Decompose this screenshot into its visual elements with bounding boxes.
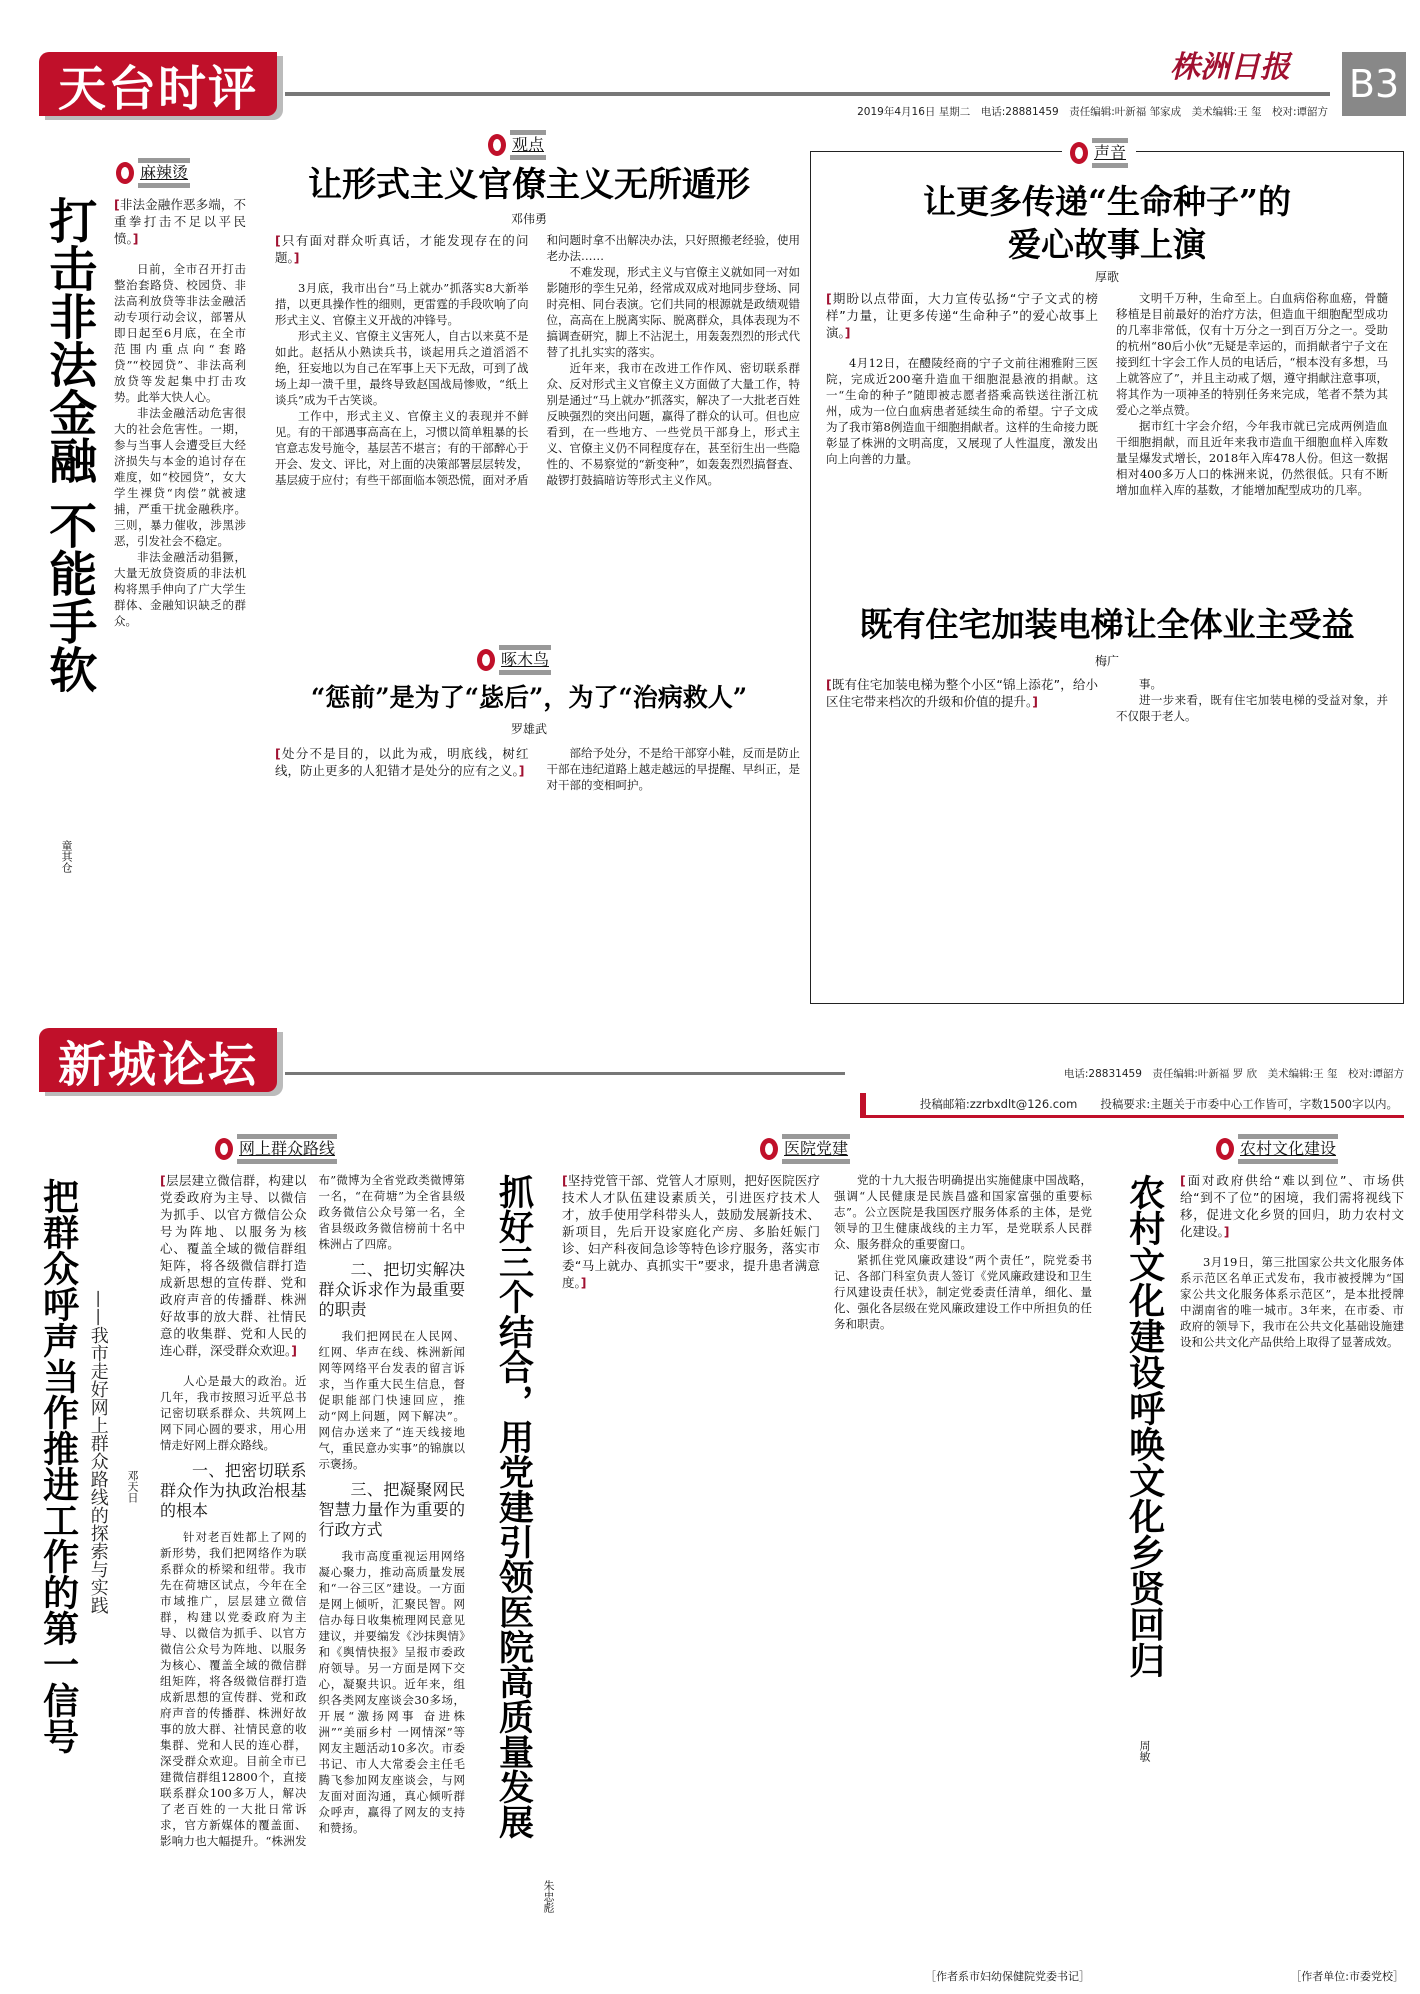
article-title: 打击非法金融 不能手软: [40, 196, 97, 693]
paragraph: 部给予处分，不是给干部穿小鞋，反而是防止干部在违纪道路上越走越远的早提醒、早纠正，是对干部的变相呵护。: [546, 746, 800, 792]
paragraph: 3月19日，第三批国家公共文化服务体系示范区名单正式发布，我市被授牌为“国家公共文化服务体系示范区”，是本批授牌中湖南省的唯一城市。3年来，在市委、市政府的领导下，我市在公共文化基础设施建设和公共文化产品供给上取得了显著成效。: [1180, 1255, 1404, 1349]
article-title: 让形式主义官僚主义无所遁形: [308, 165, 750, 205]
tag-ring-icon: [760, 1138, 778, 1160]
article-lead: [只有面对群众听真话，才能发现存在的问题。]: [275, 233, 529, 265]
article-lead: [非法金融作恶多端，不重拳打击不足以平民愤。]: [114, 197, 246, 246]
paragraph: 4月12日，在醴陵经商的宁子文前往湘雅附三医院，完成近200毫升造血干细胞混悬液的捐献。这一“生命的种子”随即被志愿者搭乘高铁送往浙江杭州，成为一位白血病患者延续生命的希望。宁子文成为了我市第8例造血干细胞捐献者。这样的生命接力既彰显了株洲的文明高度，又展现了人性温度，激发出向上向善的力量。: [826, 356, 1098, 466]
paragraph: 近年来，我市在改进工作作风、密切联系群众、反对形式主义官僚主义方面做了大量工作，特别是通过“马上就办”抓落实，解决了一大批老百姓反映强烈的突出问题，赢得了群众的认可。但也应看到，在一些地方、一些党员干部身上，形式主义、官僚主义仍不同程度存在，甚至衍生出一些隐性的、不易察觉的“新变种”，如轰轰烈烈搞督查、敲锣打鼓搞暗访等形式主义作风。: [546, 361, 800, 487]
header-rule: [285, 92, 1330, 96]
article-lead: [层层建立微信群，构建以党委政府为主导、以微信为抓手、以官方微信公众号为阵地、以服务为核心、覆盖全域的微信群组矩阵，将各级微信群打造成新思想的宣传群、党和政府声音的传播群、株洲好故事的放大群、社情民意的收集群、党和人民的连心群，深受群众欢迎。]: [160, 1173, 307, 1358]
column-tag: [760, 1134, 850, 1164]
article-author: 邓伟勇: [510, 212, 547, 226]
column-tag: [488, 130, 546, 160]
paragraph: 我们把网民在人民网、红网、华声在线、株洲新闻网等网络平台发表的留言诉求，当作重大民生信息，督促职能部门快速回应，推动“网上问题，网下解决”。网信办送来了“连天线接地气，重民意办实事”的锦旗以示褒扬。: [318, 1329, 465, 1471]
tag-ring-icon: [1216, 1138, 1234, 1160]
article-title: 把群众呼声当作推进工作的第一信号: [37, 1178, 79, 1754]
paragraph: 形式主义、官僚主义害死人，自古以来莫不是如此。赵括从小熟读兵书，谈起用兵之道滔滔不绝，狂妄地以为自己在军事上天下无敌，可到了战场上却一溃千里，最终导致赵国战局惨败，“纸上谈兵”成为千古笑谈。: [275, 329, 529, 407]
article-title: 农村文化建设呼唤文化乡贤回归: [1123, 1174, 1165, 1678]
tag-label: 声音: [1092, 138, 1128, 168]
column-tag: [1216, 1134, 1338, 1164]
header-rule: [285, 1072, 845, 1075]
article-author: 梅广: [1094, 654, 1119, 668]
author-note: ［作者单位:市委党校］: [1290, 1970, 1404, 1983]
paragraph: 事。: [1139, 677, 1162, 691]
submission-info: 投稿邮箱:zzrbxdlt@126.com 投稿要求:主题关于市委中心工作皆可，字数1500字以内。: [860, 1093, 1404, 1118]
column-tag: [477, 645, 551, 675]
article-author: 邓天日: [126, 1470, 139, 1503]
article-title: 既有住宅加装电梯让全体业主受益: [859, 605, 1355, 644]
article-lead: [期盼以点带面，大力宣传弘扬“宁子文式的榜样”力量，让更多传递“生命种子”的爱心故事上演。]: [826, 291, 1098, 340]
paragraph: 据市红十字会介绍，今年我市就已完成两例造血干细胞捐献，而且近年来我市造血干细胞血样入库数量呈爆发式增长，2018年入库478人份。但这一数据相对400多万人口的株洲来说，仍然很低。只有不断增加血样入库的基数，才能增加配型成功的几率。: [1116, 419, 1388, 497]
tag-ring-icon: [215, 1138, 233, 1160]
tag-ring-icon: [1070, 142, 1088, 164]
contact-line: 电话:28831459 责任编辑:叶新福 罗 欣 美术编辑:王 玺 校对:谭韶方: [1063, 1068, 1404, 1080]
paragraph: 我市高度重视运用网络凝心聚力，推动高质量发展和“一谷三区”建设。一方面是网上倾听，汇聚民智。网信办每日收集梳理网民意见建议，并要编发《沙抹舆情》和《舆情快报》呈报市委政府领导。另一方面是网下交心，凝聚共识。近年来，组织各类网友座谈会30多场，开展“激扬网事 奋进株洲”“美丽乡村 一网情深”等网友主题活动10多次。市委书记、市人大常委会主任毛腾飞参加网友座谈会，与网友面对面沟通，真心倾听群众呼声，赢得了网友的支持和赞扬。: [318, 1549, 465, 1835]
article-author: 厚歌: [1094, 270, 1119, 284]
paragraph: 紧抓住党风廉政建设“两个责任”，院党委书记、各部门科室负责人签订《党风廉政建设和卫生行风建设责任状》，制定党委责任清单，细化、量化、强化各层级在党风廉政建设工作中所担负的任务和职责。: [834, 1253, 1092, 1331]
tag-label: 医院党建: [782, 1134, 850, 1164]
article-title: 让更多传递“生命种子”的 爱心故事上演: [923, 182, 1291, 264]
paragraph: 文明千万种，生命至上。白血病俗称血癌，骨髓移植是目前最好的治疗方法，但造血干细胞配型成功的几率非常低，仅有十万分之一到百万分之一。受助的杭州“80后小伙”无疑是幸运的，而捐献者宁子文在接到红十字会工作人员的电话后，“根本没有多想，马上就答应了”，并且主动戒了烟，遵守捐献注意事项，将其作为一项神圣的特别任务来完成，笔者不禁为其爱心之举点赞。: [1116, 291, 1388, 417]
paragraph: 日前，全市召开打击整治套路贷、校园贷、非法高利放贷等非法金融活动专项行动会议，部署从即日起至6月底，在全市范围内重点向“套路贷”“校园贷”、非法高利放贷等发起集中打击攻势。此举大快人心。: [114, 262, 246, 404]
article-lead: [既有住宅加装电梯为整个小区“锦上添花”，给小区住宅带来档次的升级和价值的提升。]: [826, 677, 1098, 709]
article-body: [275, 745, 800, 1005]
tag-label: 农村文化建设: [1238, 1134, 1338, 1164]
newspaper-logo: 株洲日报: [1170, 50, 1290, 85]
paragraph: 非法金融活动危害很大的社会危害性。一期，参与当事人会遭受巨大经济损失与本金的追讨存在难度，如“校园贷”，女大学生裸贷“肉偿”就被逮捕，严重干扰金融秩序。三则，暴力催收，涉黑涉恶，引发社会不稳定。: [114, 406, 246, 548]
paragraph: 针对老百姓都上了网的新形势，我们把网络作为联系群众的桥梁和纽带。我市先在荷塘区试点，今年在全市域推广，层层建立微信群，构建以党委政府为主导、以微信为抓手、以官方微信公众号为阵地、以服务为核心、覆盖全域的微信群组矩阵，将各级微信群打造成新思想的宣传群、党和政府声音的传播群、株洲好故事的放大群、社情民意的收集群、党和人民的连心群，深受群众欢迎。目前全市已建微信群组12800个，直接联系群众100多万人，解决了老百姓的一大批日常诉求，官方新媒体的覆盖面、影响力也大幅提升。“株洲发布”微博为全省党政类微博第一名，“在荷塘”为全省县级政务微信公众号第一名，全省县级政务微信榜前十名中株洲占了四席。: [160, 1173, 465, 1848]
article-body: [1180, 1172, 1404, 1962]
article-body: [275, 232, 800, 640]
tag-label: 观点: [510, 130, 546, 160]
author-note: ［作者系市妇幼保健院党委书记］: [925, 1970, 1090, 1983]
tag-label: 网上群众路线: [237, 1134, 337, 1164]
column-tag: [215, 1134, 337, 1164]
paragraph: 不难发现，形式主义与官僚主义就如同一对如影随形的孪生兄弟，经常成双成对地同步登场、同时亮相、同台表演。它们共同的根源就是政绩观错位，高高在上脱离实际、脱离群众，具体表现为不搞调查研究，脚上不沾泥土，用轰轰烈烈的形式代替了扎扎实实的落实。: [546, 265, 800, 359]
subheading: 三、把凝聚网民智慧力量作为重要的行政方式: [318, 1480, 465, 1539]
article-body: [114, 196, 246, 1006]
section-title-xincheng: 新城论坛: [39, 1028, 277, 1092]
article-author: 周敏: [1138, 1740, 1151, 1762]
page-number: B3: [1342, 52, 1406, 116]
tag-ring-icon: [116, 162, 134, 184]
paragraph: 党的十九大报告明确提出实施健康中国战略，强调“人民健康是民族昌盛和国家富强的重要标志”。公立医院是我国医疗服务体系的主体，是党领导的卫生健康战线的主力军，是党联系人民群众、服务群众的重要窗口。: [834, 1173, 1092, 1251]
dateline: 2019年4月16日 星期二 电话:28881459 责任编辑:叶新福 邹家成 美术编辑:王 玺 校对:谭韶方: [857, 106, 1328, 118]
tag-label: 啄木鸟: [499, 645, 551, 675]
column-tag: [1062, 138, 1136, 168]
paragraph: 3月底，我市出台“马上就办”抓落实8大新举措，以更具操作性的细则，更雷霆的手段吹响了向形式主义、官僚主义开战的冲锋号。: [275, 281, 529, 327]
article-author: 罗雄武: [510, 722, 547, 736]
article-lead: [处分不是目的，以此为戒，明底线，树红线，防止更多的人犯错才是处分的应有之义。]: [275, 746, 529, 778]
subheading: 一、把密切联系群众作为执政治根基的根本: [160, 1461, 307, 1520]
article-title: “惩前”是为了“毖后”，为了“治病救人”: [310, 683, 748, 712]
article-body: [562, 1172, 1092, 1962]
article-body: [826, 676, 1388, 994]
subheading: 二、把切实解决群众诉求作为最重要的职责: [318, 1260, 465, 1319]
tag-ring-icon: [477, 649, 495, 671]
tag-label: 麻辣烫: [138, 158, 190, 188]
article-author: 朱忠彪: [542, 1880, 555, 1913]
article-title: 抓好三个结合，用党建引领医院高质量发展: [493, 1174, 534, 1839]
article-lead: [面对政府供给“难以到位”、市场供给“到不了位”的困境，我们需将视线下移，促进文化乡贤的回归，助力农村文化建设。]: [1180, 1173, 1404, 1239]
paragraph: 非法金融活动猖獗，大量无放贷资质的非法机构将黑手伸向了广大学生群体、金融知识缺乏的群众。: [114, 550, 246, 628]
paragraph: 人心是最大的政治。近几年，我市按照习近平总书记密切联系群众、共筑网上网下同心圆的要求，用心用情走好网上群众路线。: [160, 1374, 307, 1452]
column-tag: [116, 158, 190, 188]
paragraph: 进一步来看，既有住宅加装电梯的受益对象，并不仅限于老人。: [1116, 693, 1388, 723]
tag-ring-icon: [488, 134, 506, 156]
article-body: [160, 1172, 465, 1987]
article-body: [826, 290, 1388, 594]
article-lead: [坚持党管干部、党管人才原则，把好医院医疗技术人才队伍建设素质关，引进医疗技术人才，放手使用学科带头人，鼓励发展新技术、新项目，先后开设家庭化产房、多胎妊娠门诊、妇产科夜间急诊等特色诊疗服务，落实市委“马上就办、真抓实干”要求，提升患者满意度。]: [562, 1173, 820, 1290]
section-title-tiantai: 天台时评: [39, 52, 277, 116]
article-author: 童其仓: [60, 840, 73, 873]
paragraph: 工作中，形式主义、官僚主义的表现并不鲜见。有的干部遇事高高在上，习惯以简单粗暴的长官意志发号施令，基层苦不堪言；有的干部醉心于开会、发文、评比，对上面的决策部署层层转发，基层疲于应付；有些干部面临本领恐慌，面对矛盾和问题时拿不出解决办法，只好照搬老经验，使用老办法……: [275, 233, 800, 487]
article-subtitle: ——我市走好网上群众路线的探索与实践: [87, 1290, 109, 1614]
